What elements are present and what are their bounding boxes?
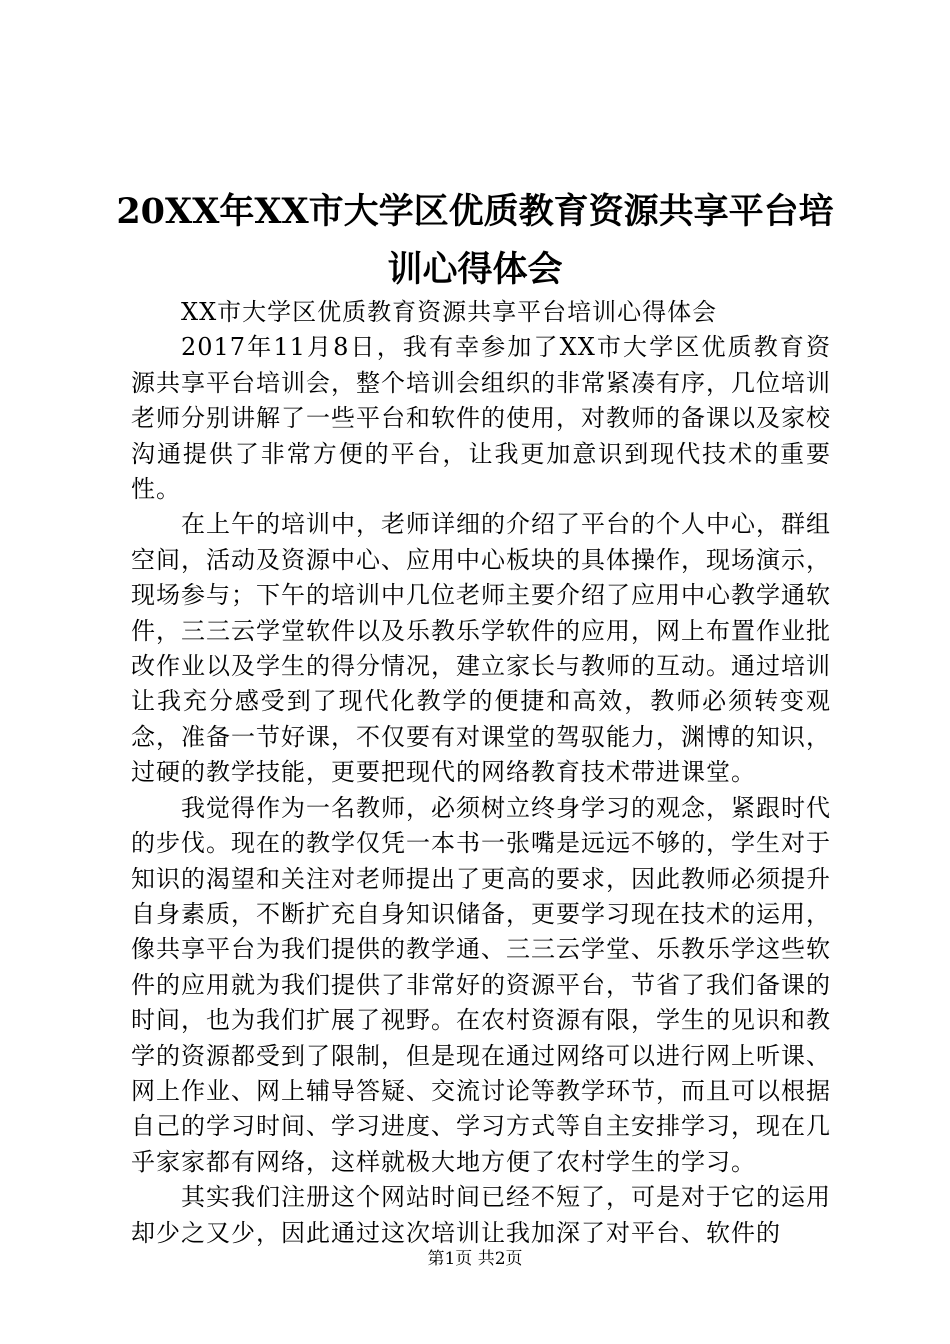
paragraph-4: 其实我们注册这个网站时间已经不短了，可是对于它的运用却少之又少，因此通过这次培训让我加深了对平台、软件的 [131,1183,831,1247]
paragraph-1: 2017年11月8日，我有幸参加了XX市大学区优质教育资源共享平台培训会，整个培训会组织的非常紧凑有序，几位培训老师分别讲解了一些平台和软件的使用，对教师的备课以及家校沟通提供了非常方便的平台，让我更加意识到现代技术的重要性。 [131,333,831,504]
document-title-line-2: 训心得体会 [387,249,563,290]
paragraph-3: 我觉得作为一名教师，必须树立终身学习的观念，紧跟时代的步伐。现在的教学仅凭一本书一张嘴是远远不够的，学生对于知识的渴望和关注对老师提出了更高的要求，因此教师必须提升自身素质，不断扩充自身知识储备，更要学习现在技术的运用，像共享平台为我们提供的教学通、三三云学堂、乐教乐学这些软件的应用就为我们提供了非常好的资源平台，节省了我们备课的时间，也为我们扩展了视野。在农村资源有限，学生的见识和教学的资源都受到了限制，但是现在通过网络可以进行网上听课、网上作业、网上辅导答疑、交流讨论等教学环节，而且可以根据自己的学习时间、学习进度、学习方式等自主安排学习，现在几乎家家都有网络，这样就极大地方便了农村学生的学习。 [131,793,831,1176]
document-subtitle: XX市大学区优质教育资源共享平台培训心得体会 [181,298,718,326]
document-body [131,295,831,1251]
document-title-line-1: 20XX年XX市大学区优质教育资源共享平台培 [116,191,834,232]
page-footer: 第1页 共2页 [427,1249,523,1269]
paragraph-2: 在上午的培训中，老师详细的介绍了平台的个人中心，群组空间，活动及资源中心、应用中心板块的具体操作，现场演示，现场参与；下午的培训中几位老师主要介绍了应用中心教学通软件，三三云学堂软件以及乐教乐学软件的应用，网上布置作业批改作业以及学生的得分情况，建立家长与教师的互动。通过培训让我充分感受到了现代化教学的便捷和高效，教师必须转变观念，准备一节好课，不仅要有对课堂的驾驭能力，渊博的知识，过硬的教学技能，更要把现代的网络教育技术带进课堂。 [131,510,831,787]
